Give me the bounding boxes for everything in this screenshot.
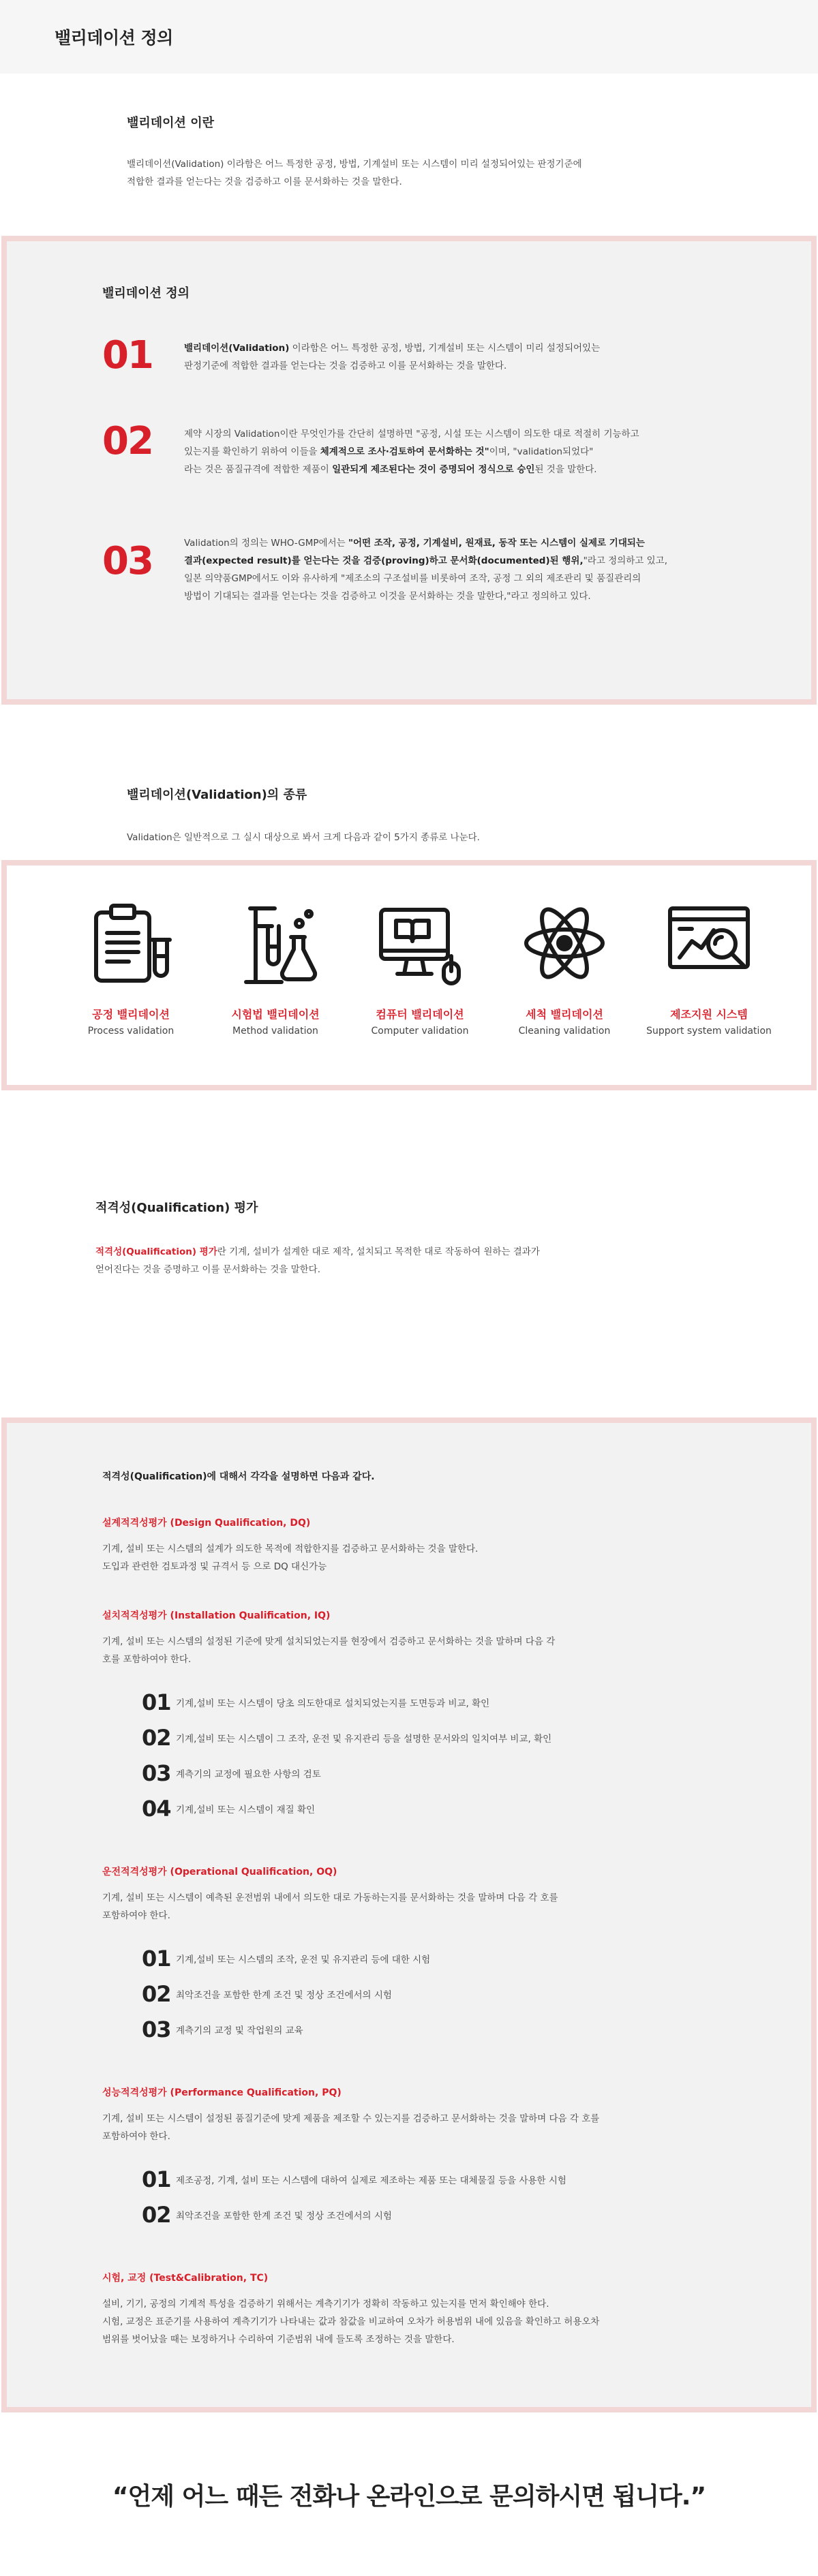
qualification-pq xyxy=(102,2085,811,2233)
types-desc: Validation은 일반적으로 그 실시 대상으로 봐서 크게 다음과 같이 5가지 종류로 나눈다. xyxy=(127,832,480,843)
qualification-heading: 설계적격성평가 (Design Qualification, DQ) xyxy=(102,1518,311,1529)
definition-text xyxy=(184,337,675,375)
qualification-oq xyxy=(102,1865,811,2047)
list-item xyxy=(142,2162,811,2197)
list-item-text: 계측기의 교정 및 작업원의 교육 xyxy=(176,2025,303,2036)
atom-icon xyxy=(492,895,637,991)
list-item-number: 01 xyxy=(142,1946,171,1972)
page-title: 밸리데이션 정의 xyxy=(55,28,173,48)
type-ko-label: 시험법 밸리데이션 xyxy=(231,1008,320,1021)
intro-text-line-2: 적합한 결과를 얻는다는 것을 검증하고 이를 문서화하는 것을 말한다. xyxy=(127,177,402,187)
definition-item xyxy=(102,419,811,478)
list-item xyxy=(142,2197,811,2233)
qualification-desc-line: 도입과 관련한 검토과정 및 규격서 등 으로 DQ 대신가능 xyxy=(102,1561,327,1572)
type-item-method xyxy=(203,895,348,1085)
list-item-number: 03 xyxy=(142,1760,171,1786)
intro-text xyxy=(127,155,672,191)
qualification-desc xyxy=(102,1540,668,1576)
closing-text: “언제 어느 때든 전화나 온라인으로 문의하시면 됩니다.” xyxy=(112,2482,706,2511)
type-en-label: Cleaning validation xyxy=(518,1026,611,1037)
qualification-heading: 설치적격성평가 (Installation Qualification, IQ) xyxy=(102,1610,331,1621)
definition-text-span: Validation의 정의는 WHO-GMP에서는 xyxy=(184,538,348,549)
intro-title: 밸리데이션 이란 xyxy=(127,116,214,130)
qualification-text xyxy=(95,1243,641,1278)
list-item-number: 01 xyxy=(142,1689,171,1715)
qualification-desc-line: 호를 포함하여야 한다. xyxy=(102,1654,192,1665)
list-item-text: 기계,설비 또는 시스템이 재질 확인 xyxy=(176,1805,316,1815)
types-list xyxy=(1,860,817,1090)
definition-section xyxy=(1,236,817,705)
list-item-number: 04 xyxy=(142,1796,171,1822)
qualification-desc-line: 범위를 벗어났을 때는 보정하거나 수리하여 기준범위 내에 들도록 조정하는 것을 말한다. xyxy=(102,2334,455,2345)
qualification-desc-line: 기계, 설비 또는 시스템의 설계가 의도한 목적에 적합한지를 검증하고 문서화하는 것을 말한다. xyxy=(102,1544,479,1554)
types-section xyxy=(0,705,818,860)
definition-text-span: 방법이 기대되는 결과를 얻는다는 것을 검증하고 이것을 문서화하는 것을 말한다,"라고 정의하고 있다. xyxy=(184,591,591,602)
type-item-support xyxy=(637,895,781,1085)
type-en-label: Method validation xyxy=(232,1026,318,1037)
qualification-section xyxy=(0,1090,818,1417)
list-item-text: 기계,설비 또는 시스템의 조작, 운전 및 유지관리 등에 대한 시험 xyxy=(176,1954,431,1965)
qualification-desc-line: 시험, 교정은 표준기를 사용하여 계측기기가 나타내는 값과 참값을 비교하여 오차가 허용범위 내에 있음을 확인하고 허용오차 xyxy=(102,2316,600,2327)
closing-section xyxy=(0,2412,818,2576)
qualification-list xyxy=(142,1685,811,1826)
definition-bold-text: 일관되게 제조된다는 것이 증명되어 정식으로 승인 xyxy=(332,464,535,475)
definition-text xyxy=(184,423,675,478)
definition-title: 밸리데이션 정의 xyxy=(102,286,190,301)
type-ko-label: 세척 밸리데이션 xyxy=(526,1008,603,1021)
clipboard-icon xyxy=(59,895,203,991)
list-item xyxy=(142,1720,811,1755)
list-item-number: 02 xyxy=(142,2202,171,2228)
type-item-computer xyxy=(348,895,492,1085)
list-item xyxy=(142,1755,811,1791)
qualification-desc-line: 포함하여야 한다. xyxy=(102,1910,170,1921)
definition-text-span: 된 것을 말한다. xyxy=(534,464,597,475)
intro-section xyxy=(0,74,818,236)
definition-bold-text: 체계적으로 조사·검토하여 문서화하는 것" xyxy=(320,446,489,457)
type-en-label: Support system validation xyxy=(646,1026,772,1037)
qualification-desc-line: 기계, 설비 또는 시스템이 설정된 품질기준에 맞게 제품을 제조할 수 있는지를 검증하고 문서화하는 것을 말하며 다음 각 호를 xyxy=(102,2113,600,2124)
list-item-text: 최악조건을 포함한 한계 조건 및 정상 조건에서의 시험 xyxy=(176,1990,392,2001)
list-item-number: 02 xyxy=(142,1725,171,1751)
list-item-number: 01 xyxy=(142,2166,171,2192)
type-en-label: Process validation xyxy=(87,1026,175,1037)
qualification-lead: 적격성(Qualification)에 대해서 각각을 설명하면 다음과 같다. xyxy=(102,1471,375,1482)
qualification-detail-section xyxy=(1,1417,817,2412)
list-item-text: 계측기의 교정에 필요한 사항의 검토 xyxy=(176,1769,321,1780)
qualification-highlight: 적격성(Qualification) 평가 xyxy=(95,1246,217,1257)
list-item xyxy=(142,1976,811,2012)
qualification-list xyxy=(142,1941,811,2047)
qualification-iq xyxy=(102,1608,811,1826)
page-header xyxy=(0,0,818,74)
qualification-desc-line: 기계, 설비 또는 시스템이 예측된 운전범위 내에서 의도한 대로 가동하는지를 문서화하는 것을 말하며 다음 각 호를 xyxy=(102,1892,558,1903)
list-item xyxy=(142,1791,811,1826)
type-item-cleaning xyxy=(492,895,637,1085)
type-ko-label: 컴퓨터 밸리데이션 xyxy=(376,1008,464,1021)
definition-bold-text: 결과(expected result)를 얻는다는 것을 검증(proving)하고 문서화(documented)된 행위, xyxy=(184,555,584,566)
definition-number: 01 xyxy=(102,333,153,378)
definition-text-span: 판정기준에 적합한 결과를 얻는다는 것을 검증하고 이를 문서화하는 것을 말한다. xyxy=(184,361,507,371)
intro-text-line-1: 밸리데이션(Validation) 이라함은 어느 특정한 공정, 방법, 기계설비 또는 시스템이 미리 설정되어있는 판정기준에 xyxy=(127,159,582,170)
definition-text-span: 제약 시장의 Validation이란 무엇인가를 간단히 설명하면 "공정, 시설 또는 시스템이 의도한 대로 적절히 기능하고 xyxy=(184,429,639,440)
definition-text-span: 이며, "validation되었다" xyxy=(489,446,594,457)
list-item-text: 기계,설비 또는 시스템이 당초 의도한대로 설치되었는지를 도면등과 비교, 확인 xyxy=(176,1698,490,1709)
qualification-desc xyxy=(102,2295,668,2348)
qualification-title: 적격성(Qualification) 평가 xyxy=(95,1201,258,1215)
computer-icon xyxy=(348,895,492,991)
definition-text-span: 이라함은 어느 특정한 공정, 방법, 기계설비 또는 시스템이 미리 설정되어있는 xyxy=(289,343,601,354)
definition-bold-text: "어떤 조작, 공정, 기계설비, 원재료, 동작 또는 시스템이 실제로 기대되는 xyxy=(348,538,645,549)
type-en-label: Computer validation xyxy=(371,1026,469,1037)
list-item xyxy=(142,2012,811,2047)
qualification-desc-line: 기계, 설비 또는 시스템의 설정된 기준에 맞게 설치되었는지를 현장에서 검증하고 문서화하는 것을 말하며 다음 각 xyxy=(102,1636,556,1647)
list-item xyxy=(142,1685,811,1720)
list-item-number: 02 xyxy=(142,1981,171,2007)
qualification-desc-line: 설비, 기기, 공정의 기계적 특성을 검증하기 위해서는 계측기기가 정확히 작동하고 있는지를 먼저 확인해야 한다. xyxy=(102,2299,549,2310)
qualification-text-span: 얻어진다는 것을 증명하고 이를 문서화하는 것을 말한다. xyxy=(95,1264,320,1275)
type-ko-label: 공정 밸리데이션 xyxy=(92,1008,170,1021)
definition-text-span: 일본 의약품GMP에서도 이와 유사하게 "제조소의 구조설비를 비롯하여 조작, 공정 그 외의 제조관리 및 품질관리의 xyxy=(184,573,641,584)
qualification-heading: 시험, 교정 (Test&Calibration, TC) xyxy=(102,2273,269,2284)
type-item-process xyxy=(59,895,203,1085)
list-item-text: 기계,설비 또는 시스템이 그 조작, 운전 및 유지관리 등을 설명한 문서와의 일치여부 비교, 확인 xyxy=(176,1734,552,1745)
lab-flask-icon xyxy=(203,895,348,991)
types-title: 밸리데이션(Validation)의 종류 xyxy=(127,788,307,802)
qualification-desc xyxy=(102,2110,668,2145)
qualification-list xyxy=(142,2162,811,2233)
qualification-heading: 성능적격성평가 (Performance Qualification, PQ) xyxy=(102,2087,342,2098)
definition-text-span: "라고 정의하고 있고, xyxy=(583,555,668,566)
analytics-icon xyxy=(637,895,781,991)
definition-number: 02 xyxy=(102,419,153,463)
definition-item xyxy=(102,532,811,605)
definition-item xyxy=(102,333,811,378)
qualification-heading: 운전적격성평가 (Operational Qualification, OQ) xyxy=(102,1867,337,1877)
qualification-text-span: 란 기계, 설비가 설계한 대로 제작, 설치되고 목적한 대로 작동하여 원하는 결과가 xyxy=(217,1246,540,1257)
list-item-text: 제조공정, 기계, 설비 또는 시스템에 대하여 실제로 제조하는 제품 또는 대체물질 등을 사용한 시험 xyxy=(176,2175,566,2186)
qualification-desc xyxy=(102,1633,668,1668)
definition-number: 03 xyxy=(102,539,153,583)
qualification-dq xyxy=(102,1516,811,1576)
definition-text-span: 라는 것은 품질규격에 적합한 제품이 xyxy=(184,464,333,475)
qualification-desc xyxy=(102,1889,668,1925)
definition-text-span: 있는지를 확인하기 위하여 이들을 xyxy=(184,446,320,457)
qualification-desc-line: 포함하여야 한다. xyxy=(102,2131,170,2142)
type-ko-label: 제조지원 시스템 xyxy=(670,1008,748,1021)
list-item-number: 03 xyxy=(142,2017,171,2042)
qualification-tc xyxy=(102,2271,811,2348)
definition-bold-text: 밸리데이션(Validation) xyxy=(184,343,290,354)
definition-text xyxy=(184,532,675,605)
list-item xyxy=(142,1941,811,1976)
list-item-text: 최악조건을 포함한 한계 조건 및 정상 조건에서의 시험 xyxy=(176,2211,392,2222)
